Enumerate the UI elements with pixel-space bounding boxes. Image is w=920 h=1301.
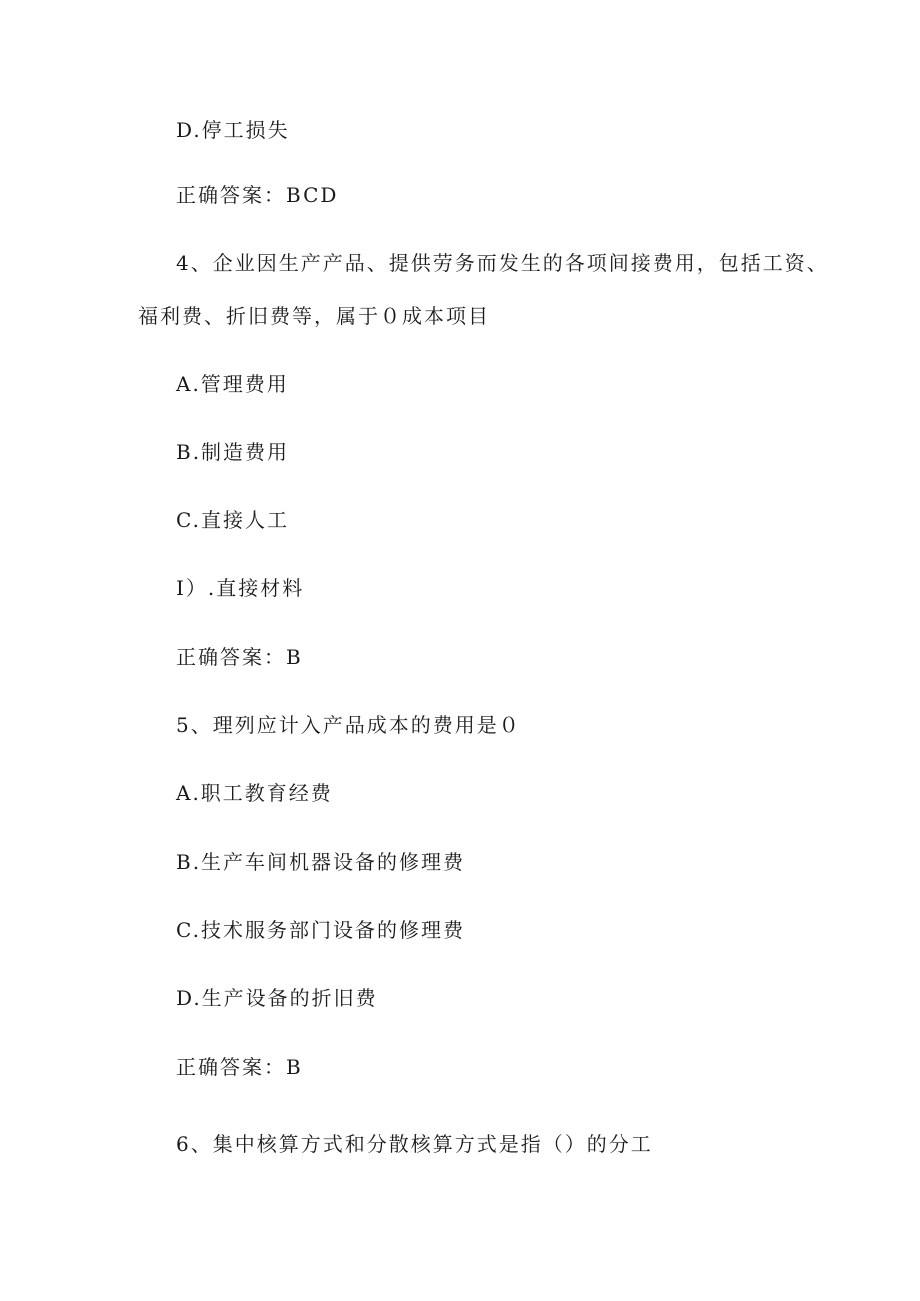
q5-option-c: C.技术服务部门设备的修理费 <box>176 918 465 942</box>
q3-option-d: D.停工损失 <box>176 118 290 142</box>
q4-stem-line1: 4、企业因生产产品、提供劳务而发生的各项间接费用，包括工资、 <box>176 251 829 275</box>
q4-stem-line2: 福利费、折旧费等，属于０成本项目 <box>138 304 490 328</box>
q5-option-d: D.生产设备的折旧费 <box>176 986 378 1010</box>
q5-answer: 正确答案：B <box>176 1055 303 1079</box>
q5-option-a: A.职工教育经费 <box>176 781 333 805</box>
q3-answer: 正确答案：BCD <box>176 183 339 207</box>
q6-stem: 6、集中核算方式和分散核算方式是指（）的分工 <box>176 1132 653 1156</box>
q4-option-c: C.直接人工 <box>176 508 289 532</box>
q4-option-b: B.制造费用 <box>176 440 290 464</box>
q4-answer: 正确答案：B <box>176 645 303 669</box>
q4-option-d: I）.直接材料 <box>176 576 305 600</box>
q4-option-a: A.管理费用 <box>176 372 289 396</box>
q5-stem: 5、理列应计入产品成本的费用是０ <box>176 713 521 737</box>
q5-option-b: B.生产车间机器设备的修理费 <box>176 850 466 874</box>
